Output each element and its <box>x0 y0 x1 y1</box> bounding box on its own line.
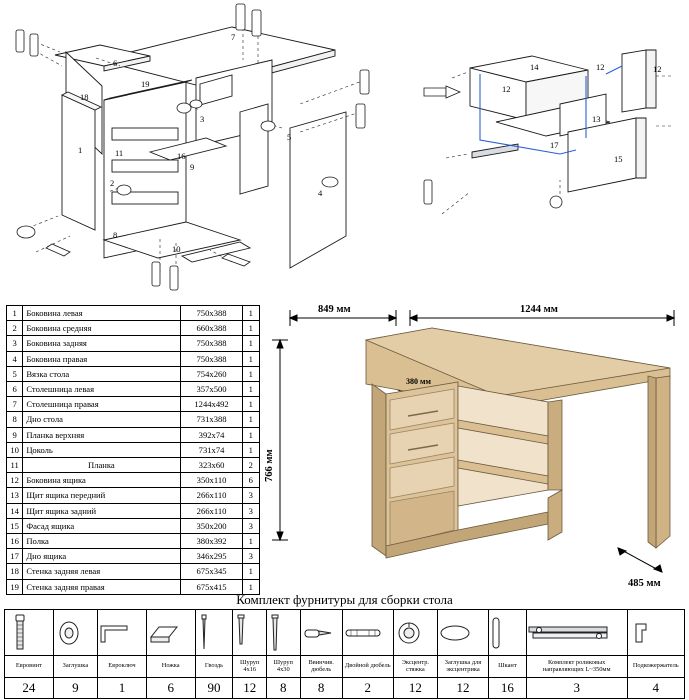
drawer-slide-icon <box>526 610 627 656</box>
part-name: Полка <box>23 534 181 549</box>
part-dimensions: 750x388 <box>181 336 242 351</box>
table-row <box>7 503 260 518</box>
table-row <box>7 412 260 427</box>
nail-icon <box>195 610 233 656</box>
part-number: 7 <box>7 397 23 412</box>
part-dimensions: 731x388 <box>181 412 242 427</box>
hardware-label: Евровинт <box>5 656 54 678</box>
hardware-quantity: 90 <box>195 678 233 699</box>
hardware-quantity: 8 <box>267 678 301 699</box>
table-row <box>7 488 260 503</box>
part-quantity: 2 <box>242 458 259 473</box>
svg-text:12: 12 <box>596 62 605 72</box>
hardware-label: Заглушка для эксцентрика <box>438 656 489 678</box>
table-row <box>7 473 260 488</box>
part-dimensions: 750x388 <box>181 351 242 366</box>
euro-screw-icon <box>5 610 54 656</box>
cap-icon <box>53 610 97 656</box>
part-number: 14 <box>7 503 23 518</box>
part-name: Щит ящика передний <box>23 488 181 503</box>
part-quantity: 3 <box>242 503 259 518</box>
svg-text:12: 12 <box>502 84 511 94</box>
part-number: 12 <box>7 473 23 488</box>
part-number: 19 <box>7 579 23 594</box>
hardware-quantity: 16 <box>488 678 526 699</box>
hardware-label: Ножка <box>146 656 195 678</box>
part-number: 9 <box>7 427 23 442</box>
part-quantity: 3 <box>242 549 259 564</box>
part-number: 3 <box>7 336 23 351</box>
part-name: Столешница правая <box>23 397 181 412</box>
exploded-drawer-diagram <box>410 30 689 245</box>
hardware-label: Двойной дюбель <box>342 656 393 678</box>
table-row <box>7 518 260 533</box>
part-quantity: 1 <box>242 579 259 594</box>
part-dimensions: 350x110 <box>181 473 242 488</box>
part-quantity: 1 <box>242 412 259 427</box>
part-quantity: 1 <box>242 321 259 336</box>
part-number: 10 <box>7 442 23 457</box>
hardware-quantity: 9 <box>53 678 97 699</box>
svg-text:1: 1 <box>78 145 83 155</box>
part-name: Боковина средняя <box>23 321 181 336</box>
part-number: 11 <box>7 458 23 473</box>
hardware-label: Евроключ <box>98 656 147 678</box>
part-name: Столешница левая <box>23 382 181 397</box>
svg-text:2: 2 <box>110 178 115 188</box>
hardware-quantity: 12 <box>393 678 437 699</box>
table-row <box>7 534 260 549</box>
svg-text:18: 18 <box>80 92 89 102</box>
table-row <box>7 321 260 336</box>
part-number: 15 <box>7 518 23 533</box>
part-dimensions: 754x260 <box>181 366 242 381</box>
part-dimensions: 266x110 <box>181 503 242 518</box>
svg-text:10: 10 <box>172 244 181 254</box>
hardware-qty-row <box>5 678 685 699</box>
hardware-label: Гвоздь <box>195 656 233 678</box>
table-row <box>7 366 260 381</box>
part-name: Щит ящика задний <box>23 503 181 518</box>
part-dimensions: 323x60 <box>181 458 242 473</box>
double-dowel-icon <box>342 610 393 656</box>
part-quantity: 1 <box>242 351 259 366</box>
hardware-quantity: 2 <box>342 678 393 699</box>
part-name: Боковина задняя <box>23 336 181 351</box>
hardware-label: Эксцентр. стяжка <box>393 656 437 678</box>
part-name: Стенка задняя левая <box>23 564 181 579</box>
part-dimensions: 675x415 <box>181 579 242 594</box>
svg-text:4: 4 <box>318 188 323 198</box>
part-number: 4 <box>7 351 23 366</box>
svg-text:9: 9 <box>190 162 195 172</box>
hardware-kit-table <box>4 609 685 699</box>
dowel-screw-icon <box>300 610 342 656</box>
part-number: 2 <box>7 321 23 336</box>
part-quantity: 6 <box>242 473 259 488</box>
svg-text:15: 15 <box>614 154 623 164</box>
parts-list-body <box>7 306 260 595</box>
part-quantity: 1 <box>242 306 259 321</box>
part-quantity: 1 <box>242 427 259 442</box>
svg-text:12: 12 <box>653 64 662 74</box>
part-name: Вязка стола <box>23 366 181 381</box>
svg-text:14: 14 <box>530 62 539 72</box>
part-name: Боковина ящика <box>23 473 181 488</box>
part-number: 5 <box>7 366 23 381</box>
svg-text:6: 6 <box>113 58 118 68</box>
part-quantity: 1 <box>242 366 259 381</box>
part-number: 16 <box>7 534 23 549</box>
part-name: Планка верхняя <box>23 427 181 442</box>
table-row <box>7 564 260 579</box>
part-quantity: 3 <box>242 518 259 533</box>
screw-4x30-icon <box>267 610 301 656</box>
svg-text:16: 16 <box>177 151 186 161</box>
hardware-label: Шуруп 4х16 <box>233 656 267 678</box>
hardware-quantity: 12 <box>438 678 489 699</box>
part-name: Боковина левая <box>23 306 181 321</box>
screw-4x16-icon <box>233 610 267 656</box>
hardware-quantity: 8 <box>300 678 342 699</box>
svg-text:8: 8 <box>113 230 118 240</box>
table-row <box>7 336 260 351</box>
dim-depth: 485 мм <box>628 578 661 589</box>
part-number: 18 <box>7 564 23 579</box>
part-number: 8 <box>7 412 23 427</box>
part-dimensions: 350x200 <box>181 518 242 533</box>
svg-text:19: 19 <box>141 79 150 89</box>
svg-text:3: 3 <box>200 114 205 124</box>
wooden-dowel-icon <box>488 610 526 656</box>
hardware-quantity: 24 <box>5 678 54 699</box>
part-quantity: 1 <box>242 564 259 579</box>
svg-text:13: 13 <box>592 114 601 124</box>
part-dimensions: 660x388 <box>181 321 242 336</box>
hardware-kit-title: Комплект фурнитуры для сборки стола <box>236 592 453 607</box>
cam-cap-icon <box>438 610 489 656</box>
part-dimensions: 1244x492 <box>181 397 242 412</box>
svg-text:17: 17 <box>550 140 559 150</box>
dim-left-width: 849 мм <box>318 304 351 315</box>
part-dimensions: 357x500 <box>181 382 242 397</box>
shelf-support-icon <box>627 610 684 656</box>
part-name: Планка <box>23 458 181 473</box>
part-dimensions: 750x388 <box>181 306 242 321</box>
table-row <box>7 397 260 412</box>
hardware-quantity: 1 <box>98 678 147 699</box>
finished-desk-drawing <box>262 300 689 590</box>
part-number: 6 <box>7 382 23 397</box>
hardware-icons-row <box>5 610 685 656</box>
part-quantity: 1 <box>242 442 259 457</box>
part-dimensions: 731x74 <box>181 442 242 457</box>
part-dimensions: 675x345 <box>181 564 242 579</box>
part-quantity: 1 <box>242 534 259 549</box>
table-row <box>7 549 260 564</box>
table-row <box>7 382 260 397</box>
hardware-quantity: 6 <box>146 678 195 699</box>
hardware-label: Ввинчив. дюбель <box>300 656 342 678</box>
euro-key-icon <box>98 610 147 656</box>
part-name: Дно ящика <box>23 549 181 564</box>
cam-lock-icon <box>393 610 437 656</box>
part-number: 1 <box>7 306 23 321</box>
part-quantity: 1 <box>242 397 259 412</box>
parts-list-table <box>6 305 260 595</box>
table-row <box>7 351 260 366</box>
part-name: Стенка задняя правая <box>23 579 181 594</box>
dim-shelf: 380 мм <box>406 377 431 386</box>
table-row <box>7 442 260 457</box>
part-quantity: 3 <box>242 488 259 503</box>
part-number: 13 <box>7 488 23 503</box>
svg-text:7: 7 <box>231 32 236 42</box>
hardware-label: Подкожержатель <box>627 656 684 678</box>
part-dimensions: 392x74 <box>181 427 242 442</box>
hardware-label: Комплект роликовых направляющих L~350мм <box>526 656 627 678</box>
dim-height-label-wrap <box>262 300 282 590</box>
hardware-quantity: 12 <box>233 678 267 699</box>
hardware-quantity: 4 <box>627 678 684 699</box>
foot-icon <box>146 610 195 656</box>
hardware-labels-row <box>5 656 685 678</box>
table-row <box>7 427 260 442</box>
part-quantity: 1 <box>242 382 259 397</box>
part-name: Боковина правая <box>23 351 181 366</box>
part-number: 17 <box>7 549 23 564</box>
part-name: Дно стола <box>23 412 181 427</box>
part-name: Фасад ящика <box>23 518 181 533</box>
hardware-quantity: 3 <box>526 678 627 699</box>
part-dimensions: 346x295 <box>181 549 242 564</box>
table-row <box>7 458 260 473</box>
svg-text:11: 11 <box>115 148 124 158</box>
hardware-label: Заглушка <box>53 656 97 678</box>
hardware-label: Шкант <box>488 656 526 678</box>
dim-total-width: 1244 мм <box>520 304 558 315</box>
table-row <box>7 306 260 321</box>
exploded-cabinet-diagram <box>0 0 410 300</box>
dim-height: 766 мм <box>264 449 275 482</box>
part-dimensions: 380x392 <box>181 534 242 549</box>
part-dimensions: 266x110 <box>181 488 242 503</box>
svg-text:5: 5 <box>287 132 292 142</box>
part-name: Цоколь <box>23 442 181 457</box>
part-quantity: 1 <box>242 336 259 351</box>
hardware-label: Шуруп 4х30 <box>267 656 301 678</box>
